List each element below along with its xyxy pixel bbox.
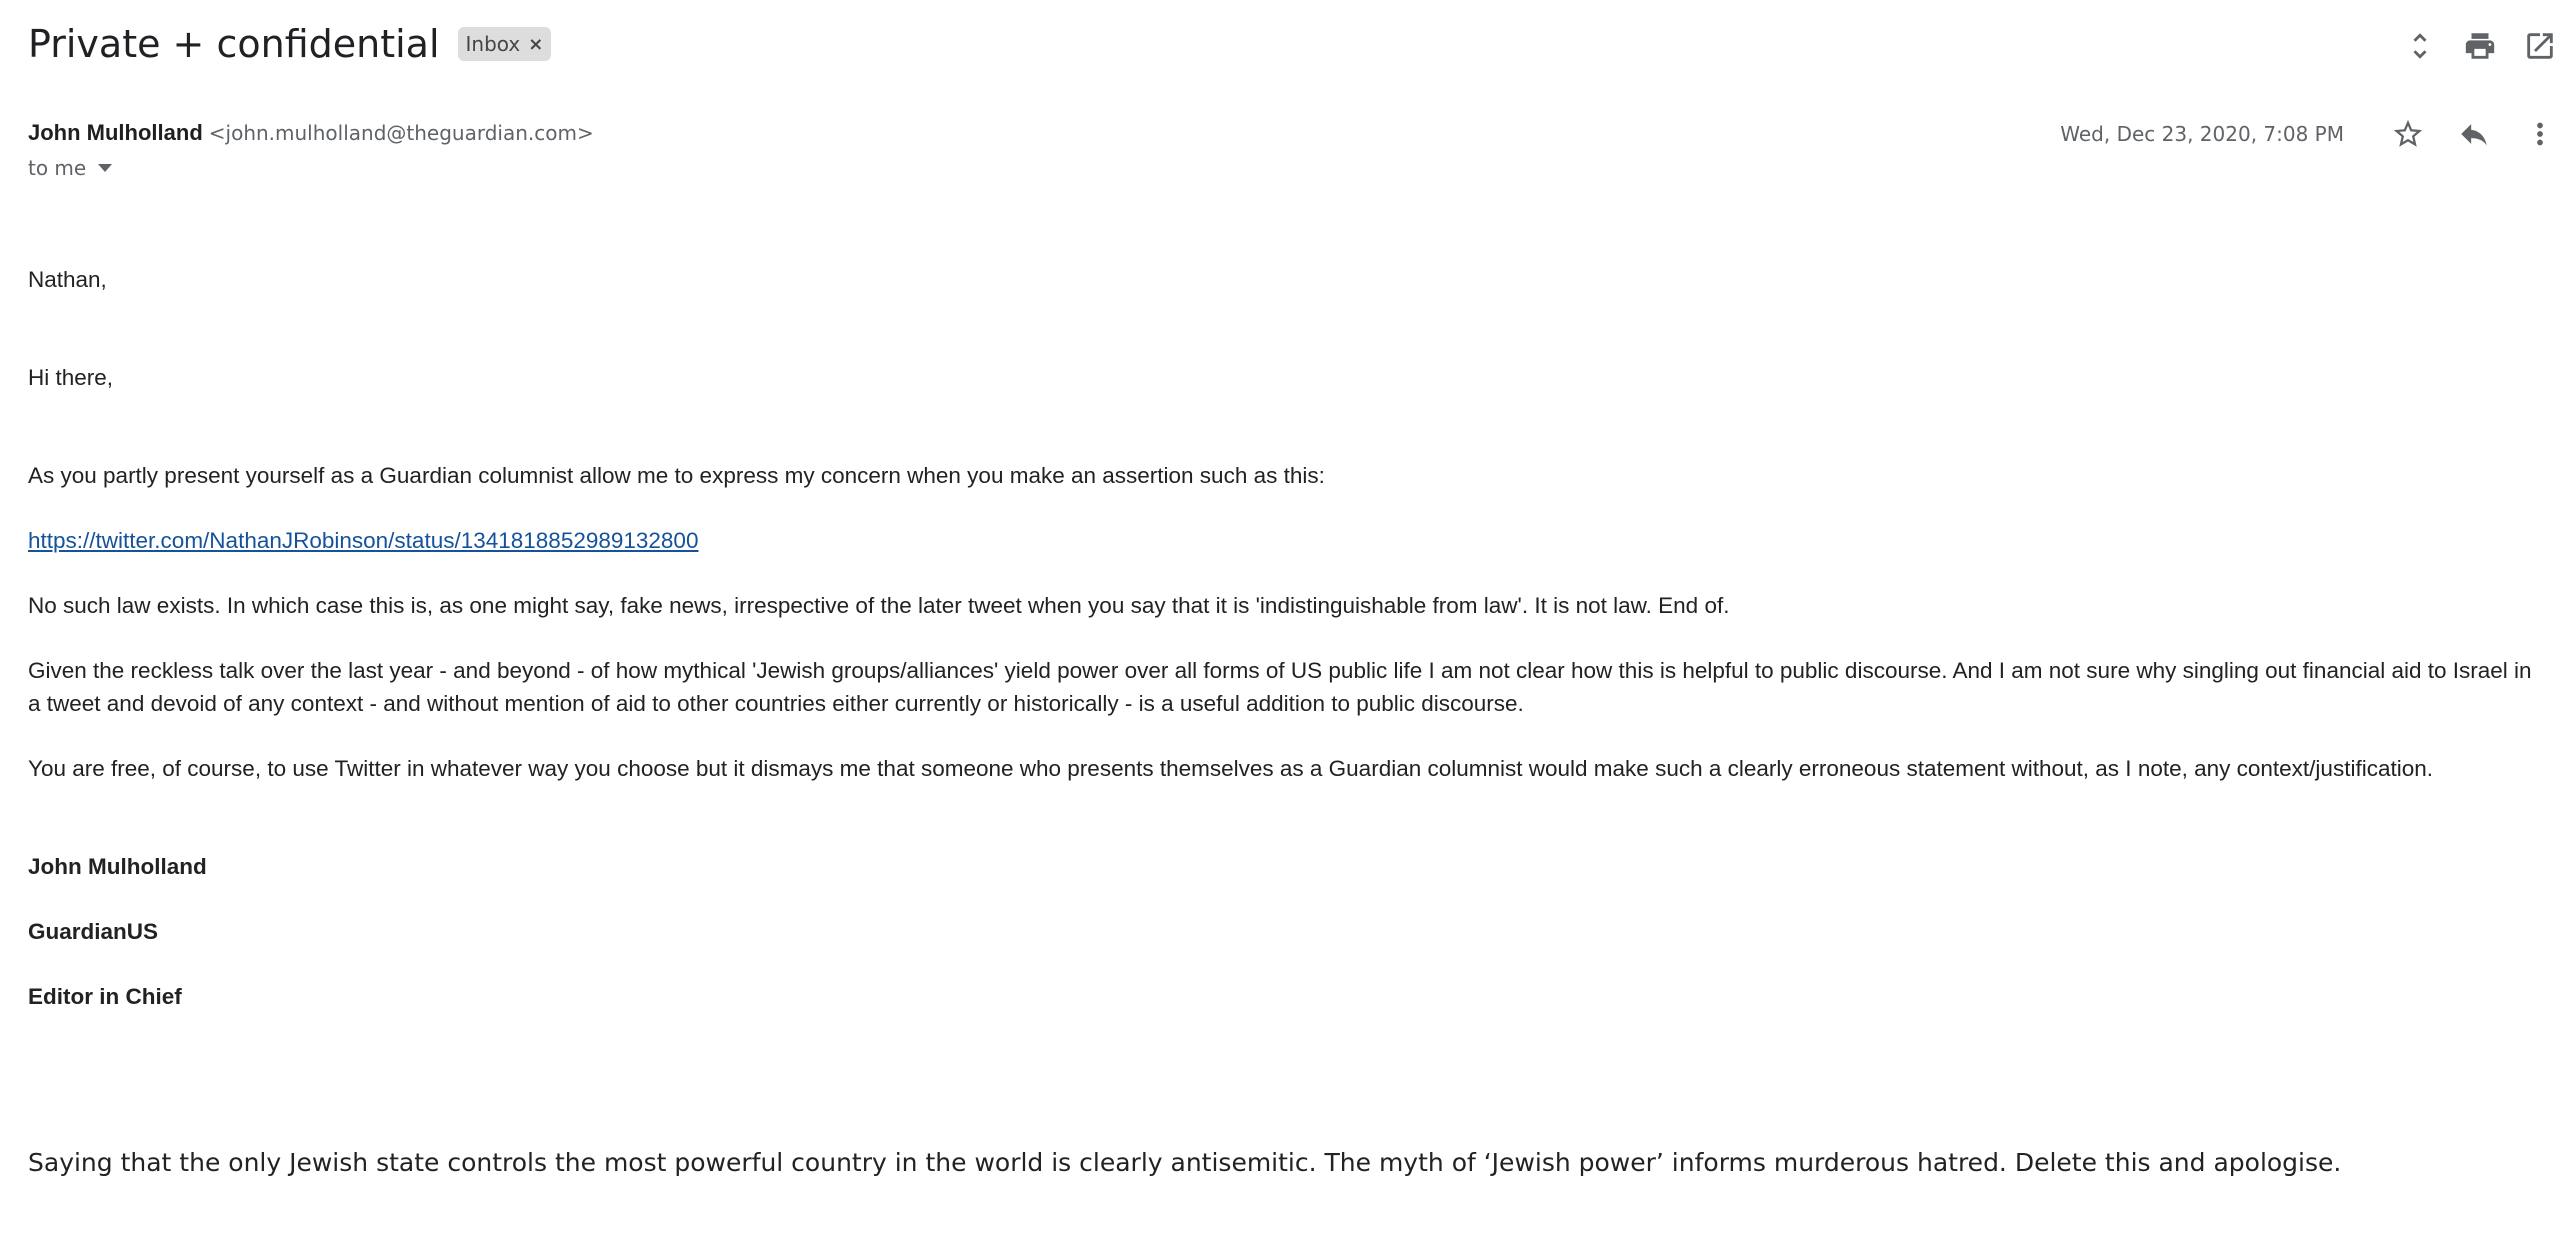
sender-email: <john.mulholland@theguardian.com> [208, 121, 594, 145]
subject-row [28, 22, 551, 66]
tweet-link[interactable]: https://twitter.com/NathanJRobinson/status/1341818852989132800 [28, 528, 699, 553]
inbox-label-chip[interactable] [458, 27, 552, 61]
signature-org: GuardianUS [28, 919, 159, 944]
reply-icon[interactable] [2454, 114, 2494, 154]
message-actions [2060, 114, 2560, 154]
signature-name: John Mulholland [28, 854, 207, 879]
remove-label-button[interactable]: × [528, 33, 544, 55]
message-date: Wed, Dec 23, 2020, 7:08 PM [2060, 122, 2344, 146]
quoted-text: Saying that the only Jewish state controls the most powerful country in the world is clearly antisemitic. The myth of ‘Jewish power’ informs murderous hatred. Delete this and apologise. [28, 1148, 2342, 1177]
paragraph-4: You are free, of course, to use Twitter in whatever way you choose but it dismays me that someone who presents themselves as a Guardian columnist would make such a clearly erroneous statement without, as I note, any context/justification. [28, 756, 2433, 781]
greeting-name: Nathan, [28, 267, 107, 292]
open-new-window-icon[interactable] [2520, 26, 2560, 66]
paragraph-3: Given the reckless talk over the last year - and beyond - of how mythical 'Jewish groups/alliances' yield power over all forms of US public life I am not clear how this is helpful to public discourse. And I am not sure why singling out financial aid to Israel in a tweet and devoid of any context - and without mention of aid to other countries either currently or historically - is a useful addition to public discourse. [28, 658, 2532, 716]
tweet-link-container [28, 524, 2538, 557]
star-icon[interactable] [2388, 114, 2428, 154]
top-toolbar [2380, 26, 2560, 66]
paragraph-1: As you partly present yourself as a Guardian columnist allow me to express my concern when you make an assertion such as this: [28, 463, 1325, 488]
print-icon[interactable] [2460, 26, 2500, 66]
sender-name[interactable]: John Mulholland [28, 120, 203, 145]
greeting: Hi there, [28, 365, 114, 390]
show-details-chevron-down-icon[interactable] [98, 164, 112, 172]
paragraph-2: No such law exists. In which case this is, as one might say, fake news, irrespective of the later tweet when you say that it is 'indistinguishable from law'. It is not law. End of. [28, 593, 1730, 618]
signature-title: Editor in Chief [28, 984, 182, 1009]
recipient-row [28, 156, 112, 180]
expand-collapse-icon[interactable] [2400, 26, 2440, 66]
email-subject: Private + confidential [28, 22, 440, 66]
more-vert-icon[interactable] [2520, 114, 2560, 154]
inbox-label-text: Inbox [465, 32, 521, 56]
recipient-label: to me [28, 156, 87, 180]
sender-row [28, 120, 594, 146]
